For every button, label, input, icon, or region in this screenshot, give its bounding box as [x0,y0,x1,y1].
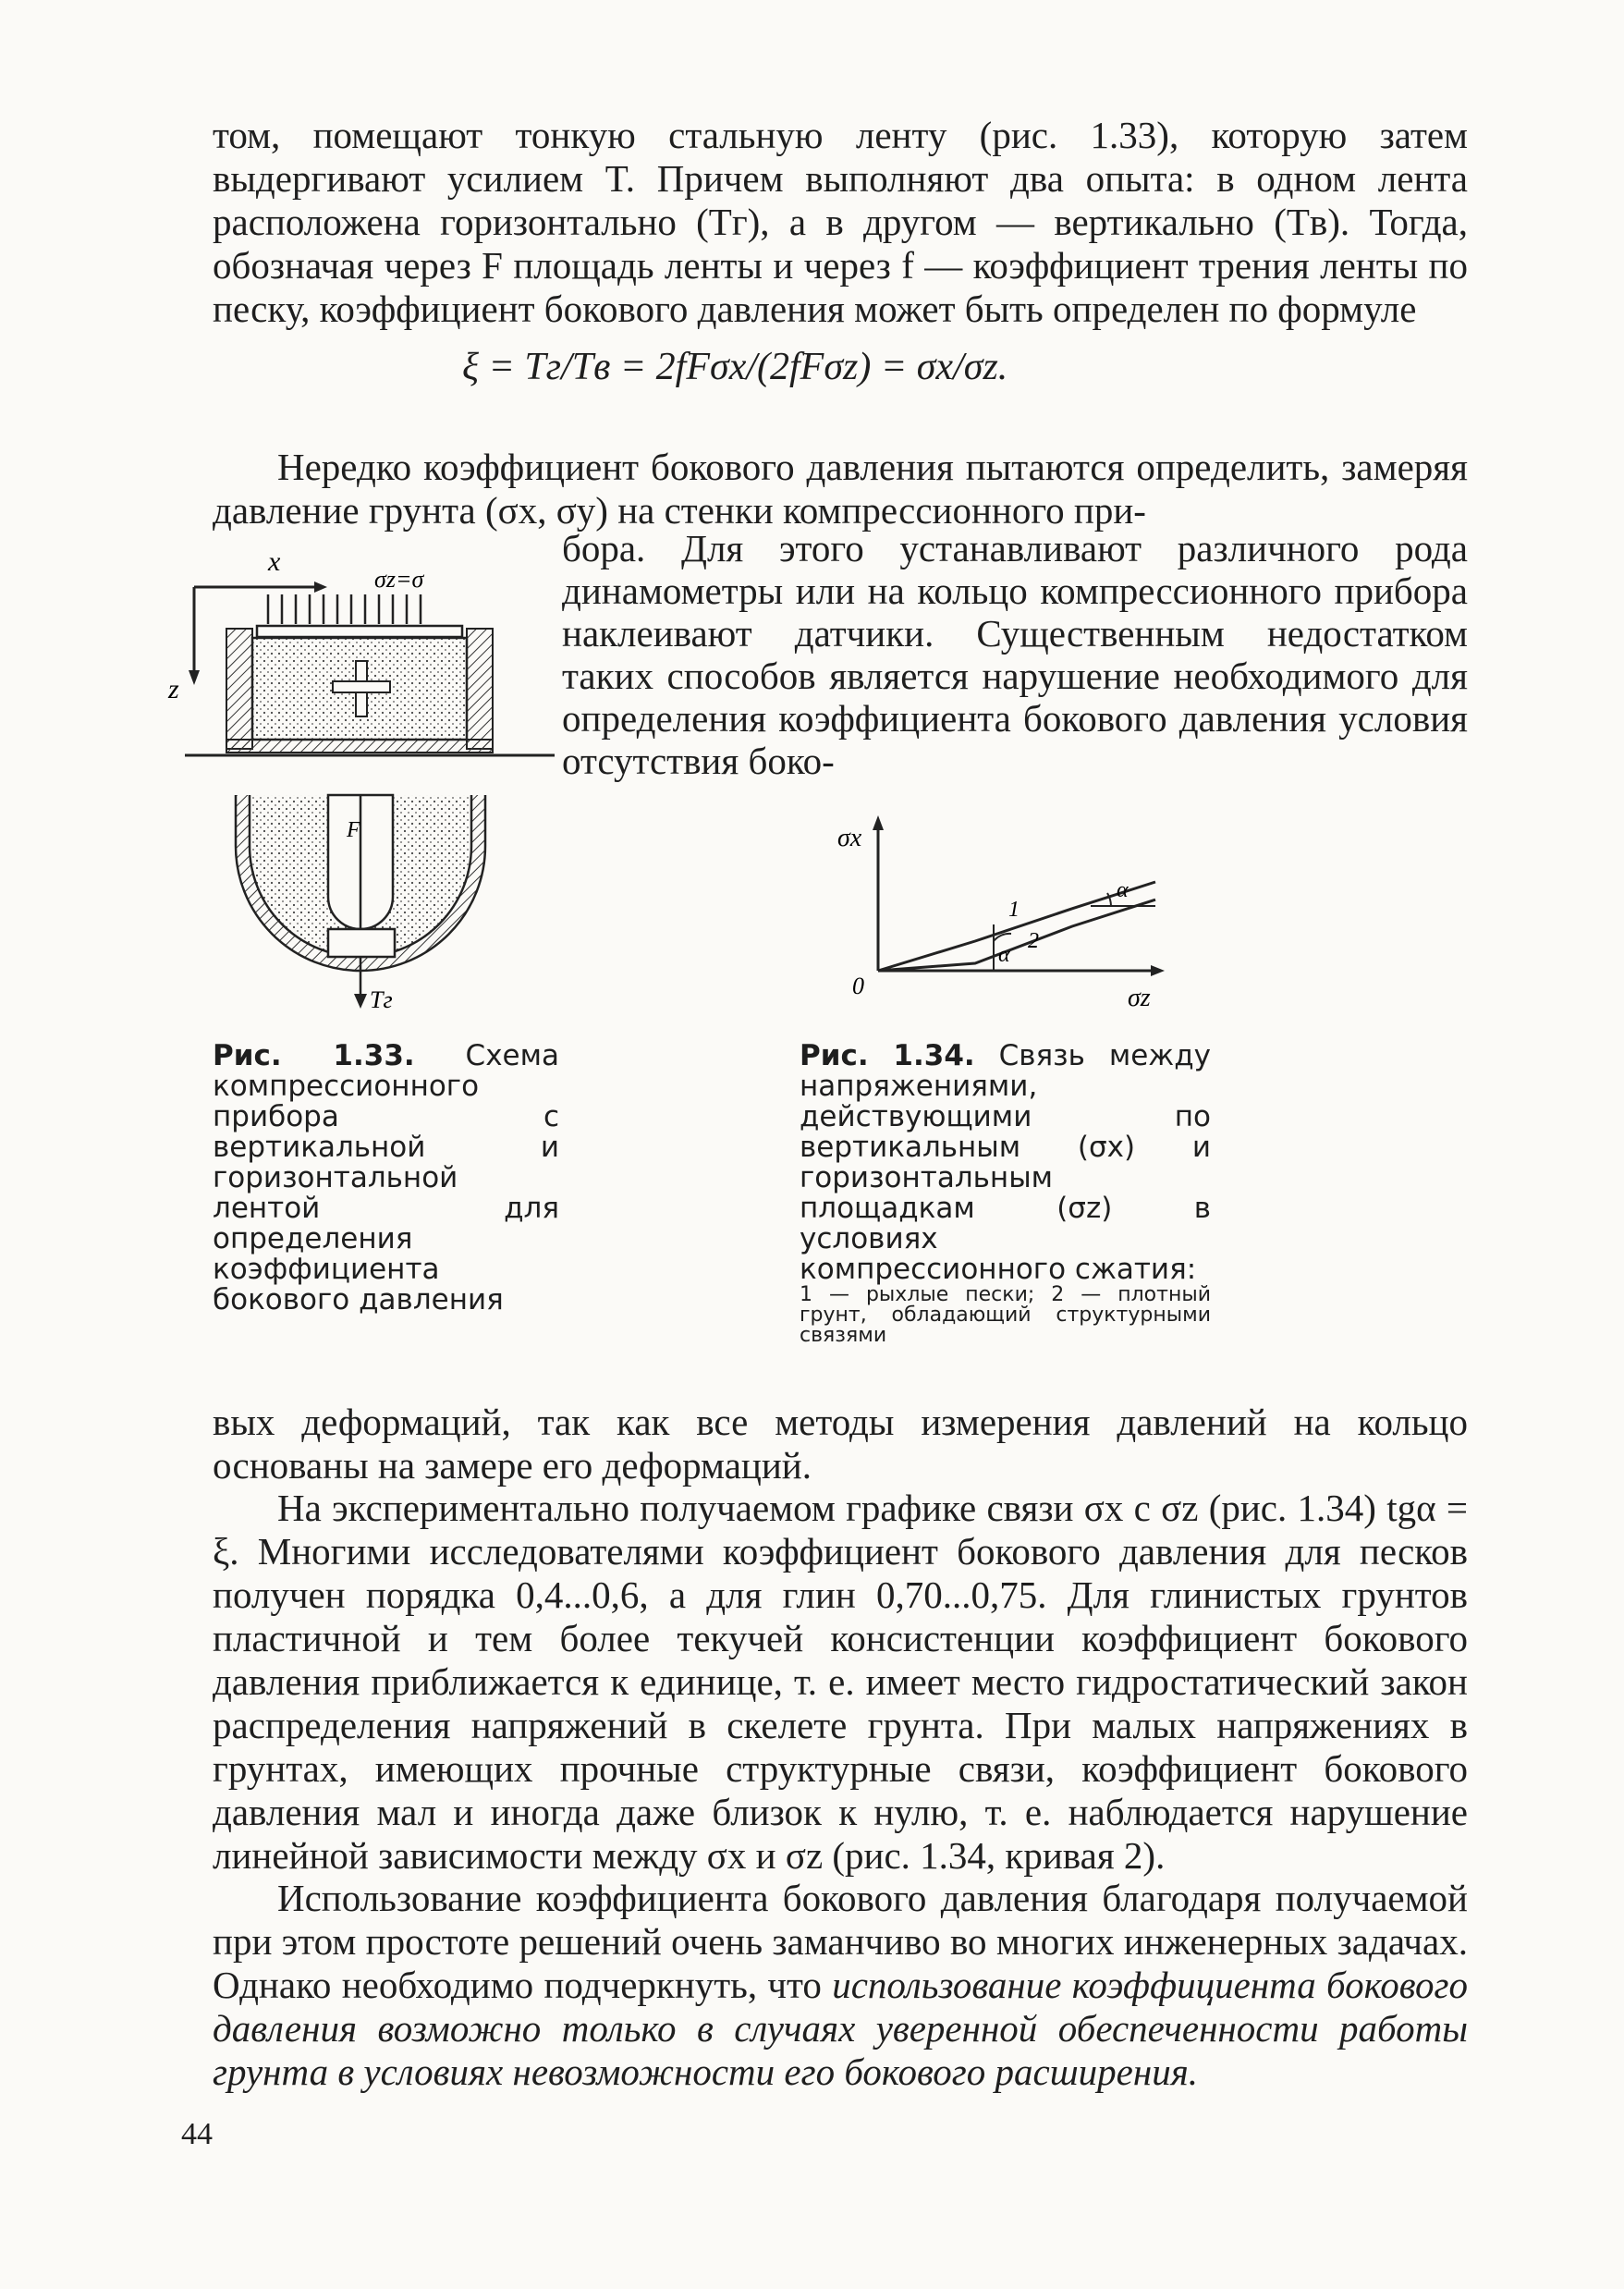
label-F: F [347,818,360,842]
paragraph-1: том, помещают тонкую стальную ленту (рис. 1.33), которую затем выдергивают усилием T. Причем выполняют два опыта: в одном лента расположена горизонтально (Tг), а в другом — вертикально (Tв). Тогда, обозначая через F площадь ленты и через f — коэффициент трения ленты по песку, коэффициент бокового давления может быть определен по формуле [213,114,1468,330]
label-x: x [268,546,281,577]
angle-label-upper: α [1117,878,1129,902]
pressure-arrows [268,594,421,624]
clamp [328,929,395,957]
loading-plate [257,626,462,637]
series-label-1: 1 [1008,898,1020,923]
label-T: Tг [370,986,393,1013]
caption-1-34 [800,1041,1211,1285]
caption-1-33 [213,1041,559,1316]
paragraph-5-italic: использование коэффициента бокового давления возможно только в случаях уверенной обеспеченности работы грунта в условиях невозможности его бокового расширения. [213,1964,1468,2093]
figure-1-33 [166,541,564,1026]
paragraph-5-regular: Использование коэффициента бокового давления благодаря получаемой при этом простоте решений очень заманчиво во многих инженерных задачах. Однако необходимо подчеркнуть, что [213,1877,1468,2006]
paragraph-4: На экспериментально получаемом графике связи σx с σz (рис. 1.34) tgα = ξ. Многими исследователями коэффициент бокового давления для песков получен порядка 0,4...0,6, а для глин 0,70...0,75. Для глинистых грунтов пластичной и тем более текучей консистенции коэффициент бокового давления приближается к единице, т. е. имеет место гидростатический закон распределения напряжений в скелете грунта. При малых напряжениях в грунтах, имеющих прочные структурные связи, коэффициент бокового давления мал и иногда даже близок к нулю, т. е. наблюдается нарушение линейной зависимости между σx и σz (рис. 1.34, кривая 2). [213,1487,1468,1877]
chart-ylabel: σx [837,824,862,852]
caption-1-34-number: Рис. 1.34. [800,1039,975,1072]
series-label-2: 2 [1028,928,1039,953]
paragraph-2-wrap: бора. Для этого устанавливают различного рода динамометры или на кольцо компрессионного прибора наклеивают датчики. Существенным недостатком таких способов является нарушение необходимого для определения коэффициента бокового давления условия отсутствия боко- [562,527,1468,782]
series-line-1 [878,882,1155,971]
paragraph-2: Нередко коэффициент бокового давления пытаются определить, замеряя давление грунта (σx, σy) на стенки компрессионного при- [213,446,1468,532]
angle-label-lower: α [998,943,1010,967]
caption-1-34-text: Связь между напряжениями, действующими по вертикальным (σx) и горизонтальным площадкам (σz) в условиях компрессионного сжатия: [800,1039,1211,1286]
paragraph-5 [213,1877,1468,2094]
legend-1-34: 1 — рыхлые пески; 2 — плотный грунт, обладающий структурными связями [800,1283,1211,1347]
label-z: z [168,674,179,704]
formula: ξ = Tг/Tв = 2fFσx/(2fFσz) = σx/σz. [462,346,1008,388]
figure-1-34 [813,804,1202,1012]
page-number: 44 [181,2117,213,2151]
chart-origin: 0 [852,973,864,999]
chart-xlabel: σz [1128,984,1151,1012]
caption-1-33-number: Рис. 1.33. [213,1039,415,1072]
paragraph-3: вых деформаций, так как все методы измерения давлений на кольцо основаны на замере его деформаций. [213,1401,1468,1487]
caption-1-33-text: Схема компрессионного прибора с вертикальной и горизонтальной лентой для определения коэффициента бокового давления [213,1039,559,1316]
label-sigma: σz=σ [374,566,424,593]
